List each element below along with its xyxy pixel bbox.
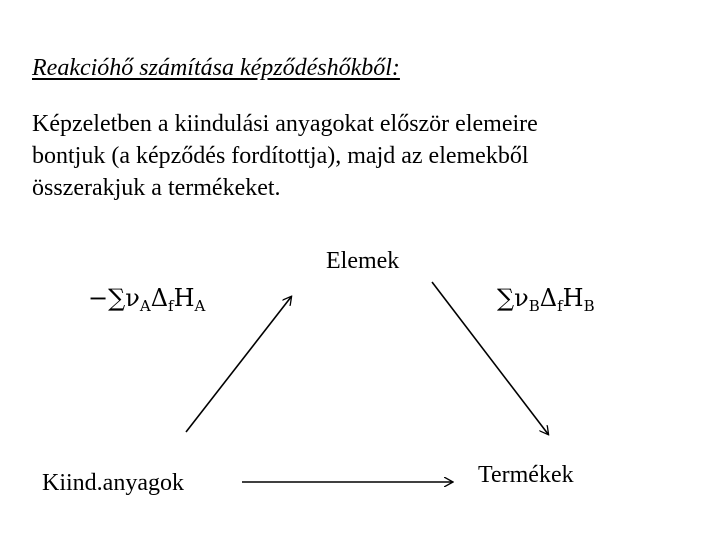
- formula-right-sub-nu: B: [528, 297, 540, 315]
- node-elements-label: Elemek: [326, 248, 400, 274]
- arrow-reactants-to-elements: [186, 297, 291, 432]
- formula-left-sub-h: A: [194, 297, 206, 315]
- formula-right-delta: Δ: [539, 284, 558, 312]
- formula-left-sub-f: f: [168, 297, 174, 315]
- paragraph-line-2: bontjuk (a képződés fordítottja), majd az elemekből: [32, 143, 529, 169]
- formula-left-h: H: [173, 284, 195, 312]
- paragraph-line-3: összerakjuk a termékeket.: [32, 175, 281, 201]
- slide-title: Reakcióhő számítása képződéshőkből:: [32, 55, 400, 81]
- formula-right-prefix: ∑ν: [497, 284, 529, 312]
- formula-left-prefix: −∑ν: [88, 284, 140, 312]
- node-products-label: Termékek: [478, 462, 574, 488]
- formula-left-sub-nu: A: [139, 297, 151, 315]
- arrow-elements-to-products: [432, 282, 548, 434]
- formula-left-delta: Δ: [150, 284, 169, 312]
- formula-right-sub-h: B: [583, 297, 595, 315]
- formula-right-h: H: [562, 284, 584, 312]
- node-reactants-label: Kiind.anyagok: [42, 470, 184, 496]
- paragraph-line-1: Képzeletben a kiindulási anyagokat először elemeire: [32, 111, 538, 137]
- formula-right-sub-f: f: [557, 297, 563, 315]
